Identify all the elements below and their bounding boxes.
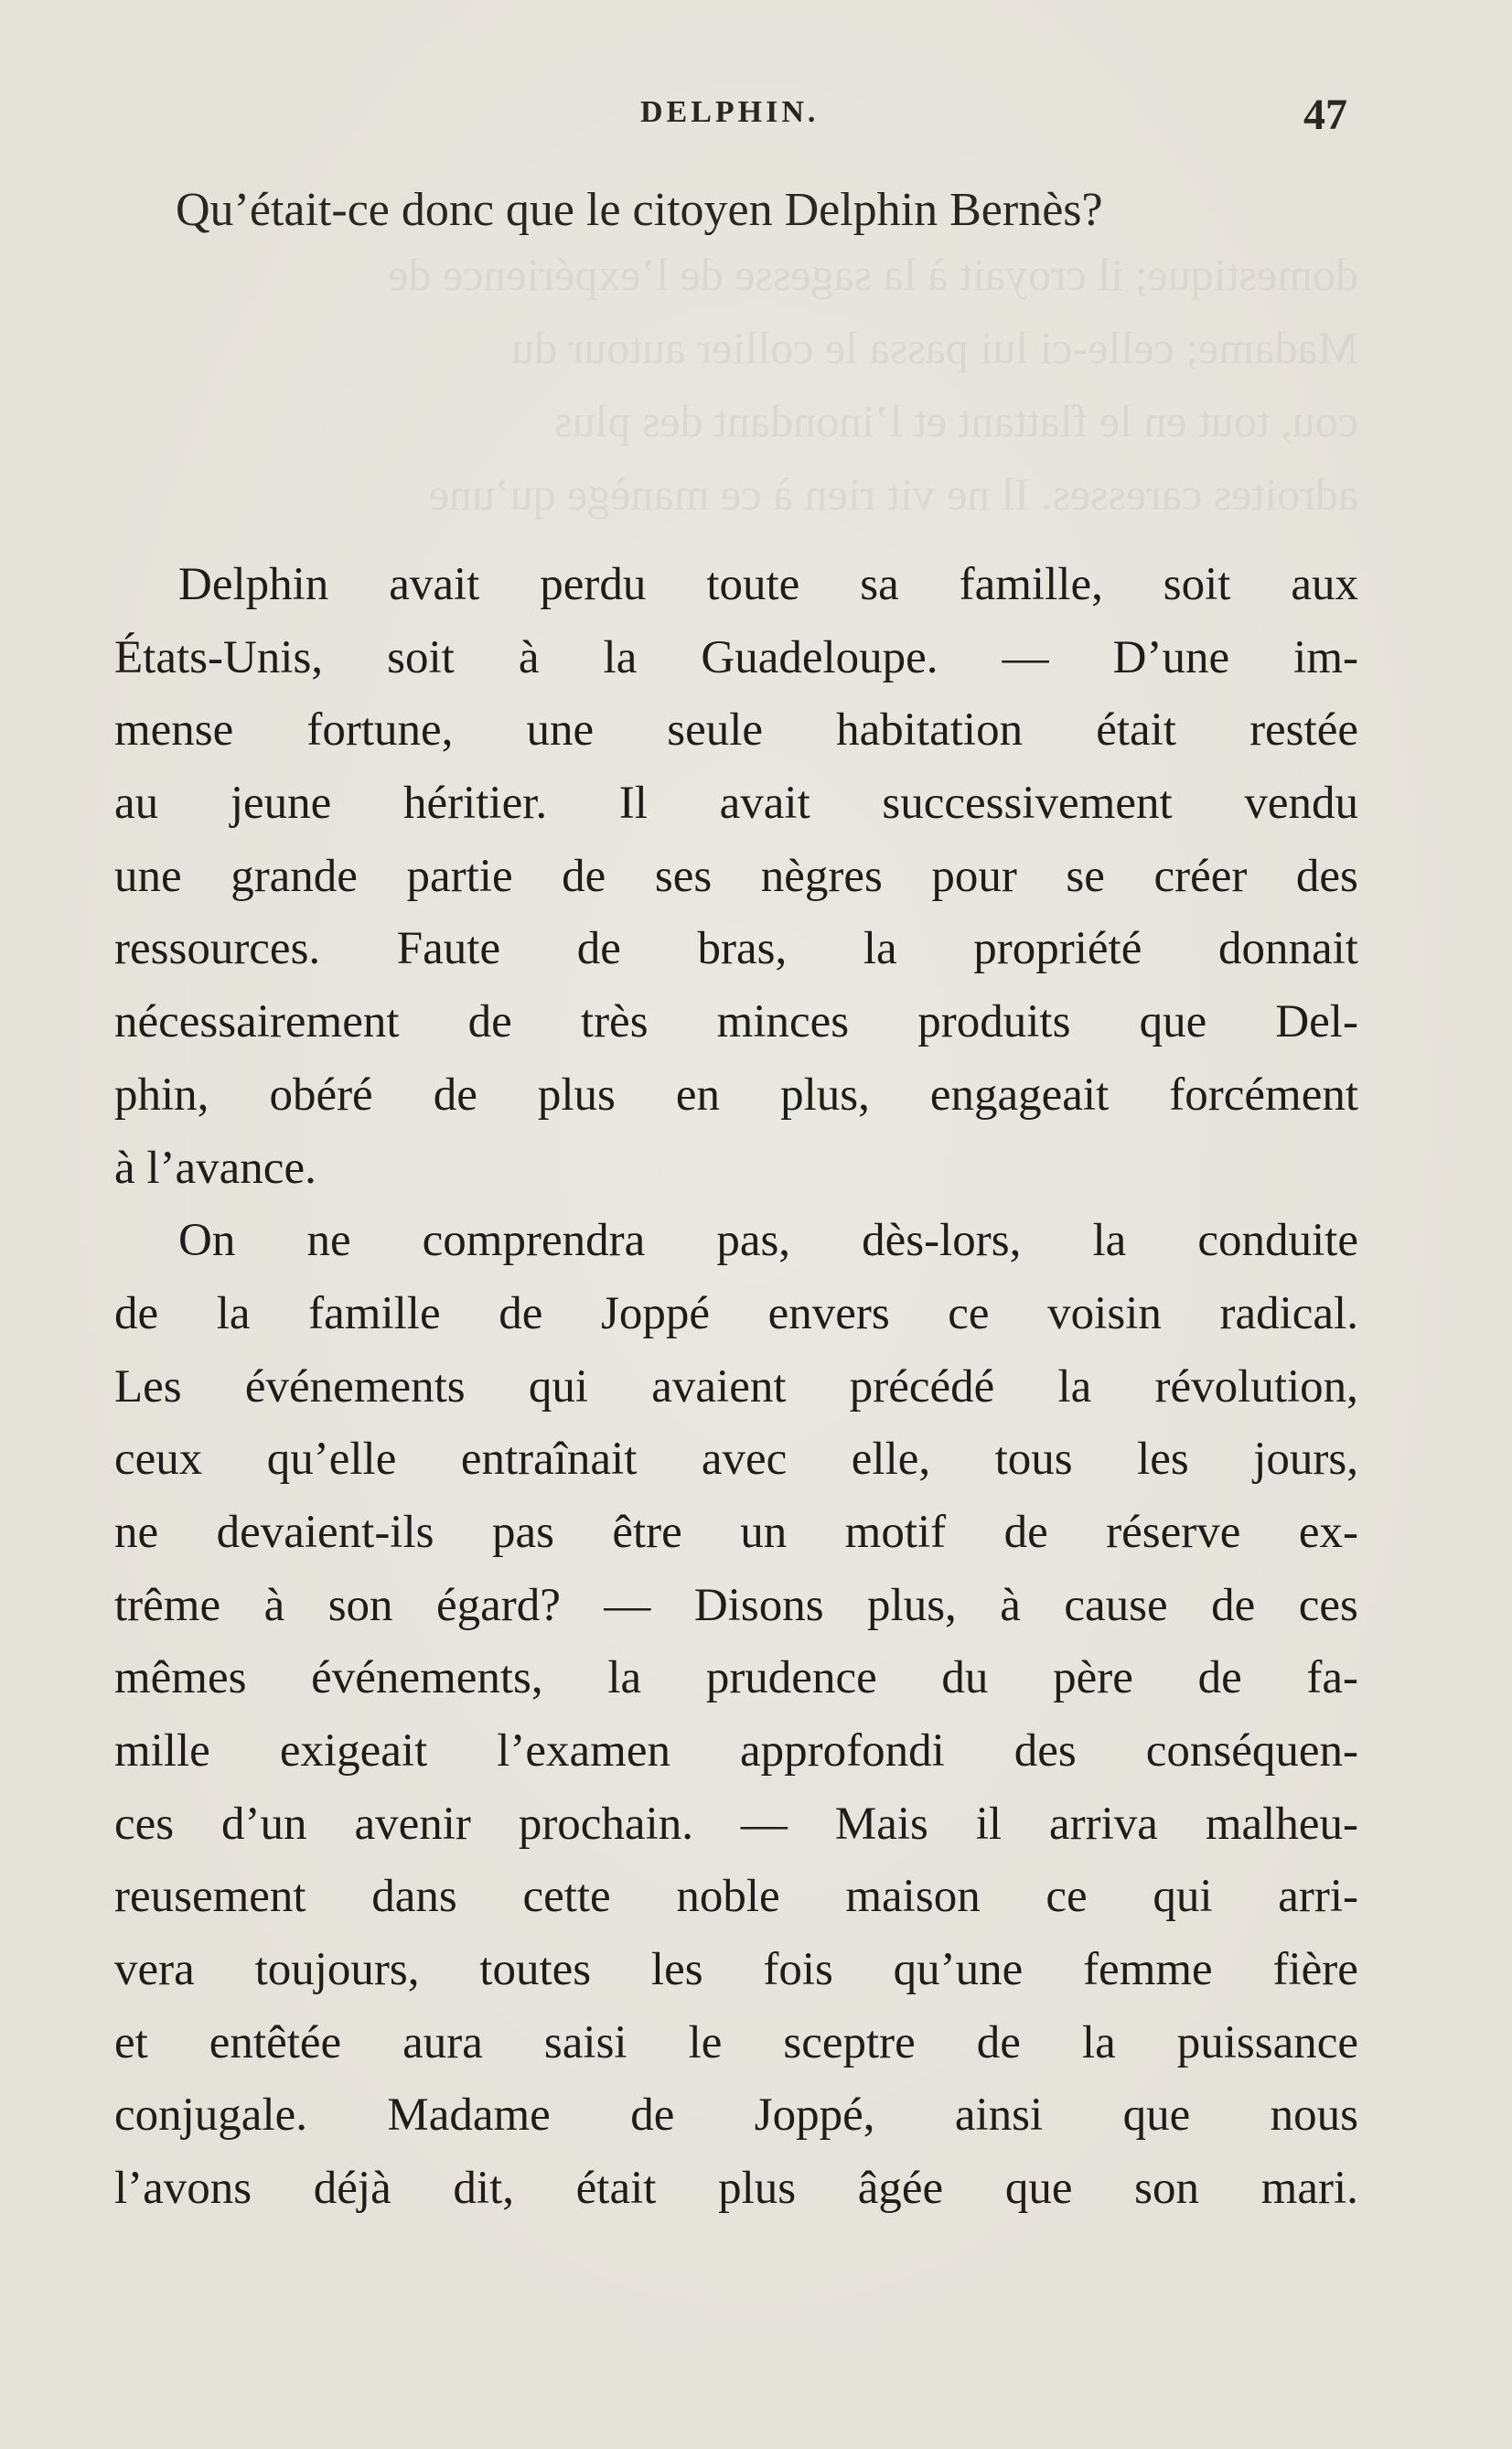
text-line: au jeune héritier. Il avait successivement vendu xyxy=(114,778,1358,830)
text-line: mêmes événements, la prudence du père de fa- xyxy=(114,1652,1358,1704)
text-line: ressources. Faute de bras, la propriété donnait xyxy=(114,923,1358,975)
text-line: vera toujours, toutes les fois qu’une femme fière xyxy=(114,1944,1358,1996)
bleed-through-text xyxy=(114,238,1358,531)
text-line: Les événements qui avaient précédé la révolution, xyxy=(114,1360,1358,1412)
text-line: Delphin avait perdu toute sa famille, soit aux xyxy=(178,559,1358,610)
page-number: 47 xyxy=(1303,91,1347,139)
text-line: États-Unis, soit à la Guadeloupe. — D’une im- xyxy=(114,631,1358,683)
running-head-title: DELPHIN. xyxy=(640,95,820,129)
text-line: nécessairement de très minces produits que Del- xyxy=(114,996,1358,1048)
bleed-line: adroites caresses. Il ne vit rien à ce manège qu’une xyxy=(428,468,1358,520)
text-line: mense fortune, une seule habitation était restée xyxy=(114,704,1358,757)
text-line: conjugale. Madame de Joppé, ainsi que nous xyxy=(114,2089,1358,2142)
text-line: reusement dans cette noble maison ce qui arri- xyxy=(114,1871,1358,1923)
text-line: une grande partie de ses nègres pour se créer des xyxy=(114,850,1358,902)
bleed-line: Madame; celle-ci lui passa le collier autour du xyxy=(510,322,1358,373)
text-line: l’avons déjà dit, était plus âgée que son mari. xyxy=(114,2163,1358,2215)
text-line: et entêtée aura saisi le sceptre de la puissance xyxy=(114,2016,1358,2068)
text-line: de la famille de Joppé envers ce voisin radical. xyxy=(114,1287,1358,1339)
bleed-line: cou, tout en le flattant et l’inondant des plus xyxy=(554,395,1358,446)
text-line: ceux qu’elle entraînait avec elle, tous les jours, xyxy=(114,1434,1358,1486)
text-line: à l’avance. xyxy=(114,1142,316,1194)
text-line: ne devaient-ils pas être un motif de réserve ex- xyxy=(114,1506,1358,1558)
text-line: On ne comprendra pas, dès-lors, la conduite xyxy=(178,1215,1358,1267)
text-line: mille exigeait l’examen approfondi des conséquen- xyxy=(114,1725,1358,1777)
body-text xyxy=(114,549,1358,2226)
bleed-line: domestique; il croyait à la sagesse de l’expérience de xyxy=(388,249,1358,300)
text-line: trême à son égard? — Disons plus, à cause de ces xyxy=(114,1579,1358,1631)
text-line: ces d’un avenir prochain. — Mais il arriva malheu- xyxy=(114,1798,1358,1850)
section-question: Qu’était-ce donc que le citoyen Delphin Bernès? xyxy=(176,184,1103,236)
text-line: phin, obéré de plus en plus, engageait forcément xyxy=(114,1069,1358,1121)
running-head xyxy=(0,90,1512,145)
